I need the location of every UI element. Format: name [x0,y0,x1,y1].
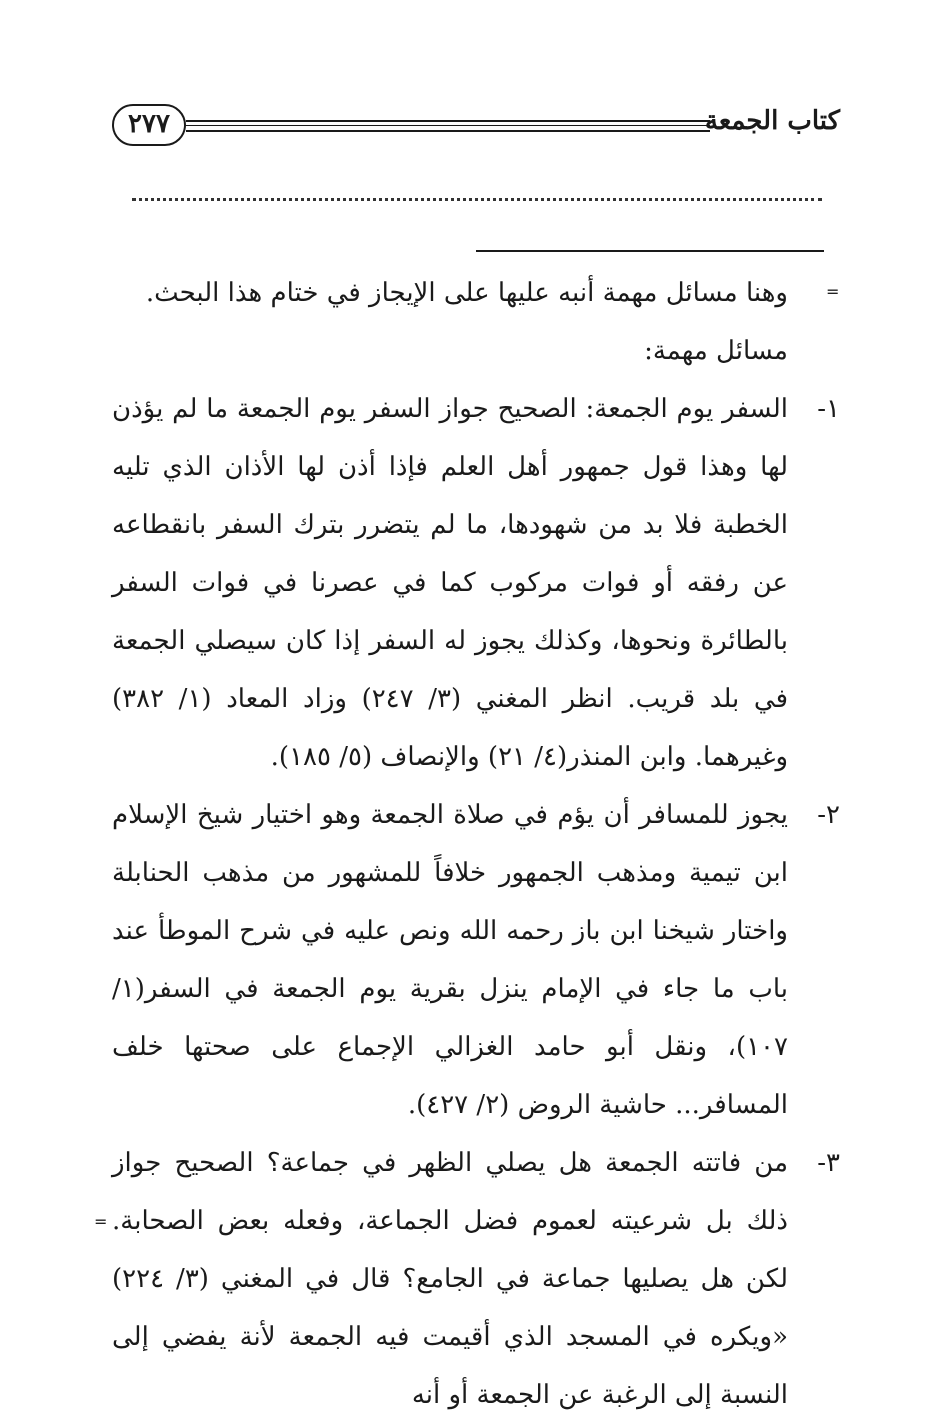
list-item [112,786,840,1134]
footnote-content [112,264,840,1424]
list-item [112,380,840,786]
section-heading: مسائل مهمة: [644,336,788,366]
item-text: السفر يوم الجمعة: الصحيح جواز السفر يوم الجمعة ما لم يؤذن لها وهذا قول جمهور أهل العلم فإذا أذن لها الأذان الذي تليه الخطبة فلا بد من شهودها، ما لم يتضرر بترك السفر بانقطاعه عن رفقه أو فوات مركوب كما في عصرنا في فوات السفر بالطائرة ونحوها، وكذلك يجوز له السفر إذا كان سيصلي الجمعة في بلد قريب. انظر المغني (٣/ ٢٤٧) وزاد المعاد (١/ ٣٨٢) وغيرهما. وابن المنذر(٤/ ٢١) والإنصاف (٥/ ١٨٥). [112,394,789,772]
item-text: من فاتته الجمعة هل يصلي الظهر في جماعة؟ الصحيح جواز ذلك بل شرعيته لعموم فضل الجماعة، وفعله بعض الصحابة. لكن هل يصليها جماعة في الجامع؟ قال في المغني (٣/ ٢٢٤) «ويكره في المسجد الذي أقيمت فيه الجمعة لأنة يفضي إلى النسبة إلى الرغبة عن الجمعة أو أنه [112,1148,788,1410]
dotted-separator [132,198,822,221]
margin-mark-bottom: = [94,1212,108,1231]
footnote-rule [476,250,824,252]
item-text: يجوز للمسافر أن يؤم في صلاة الجمعة وهو اختيار شيخ الإسلام ابن تيمية ومذهب الجمهور خلافاً للمشهور من مذهب الحنابلة واختار شيخنا ابن باز رحمه الله ونص عليه في شرح الموطأ عند باب ما جاء في الإمام ينزل بقرية يوم الجمعة في السفر(١/ ١٠٧)، ونقل أبو حامد الغزالي الإجماع على صحتها خلف المسافر... حاشية الروض (٢/ ٤٢٧). [112,800,788,1120]
intro-line: وهنا مسائل مهمة أنبه عليها على الإيجاز في ختام هذا البحث. [145,278,788,308]
margin-mark-top: = [826,282,840,301]
page-header [112,98,840,164]
item-number: ٢- [817,800,840,830]
header-rule [186,120,710,132]
item-number: ١- [817,394,840,424]
item-number: ٣- [817,1148,840,1178]
book-title: كتاب الجمعة [704,106,840,136]
page-number: ٢٧٧ [112,104,186,146]
